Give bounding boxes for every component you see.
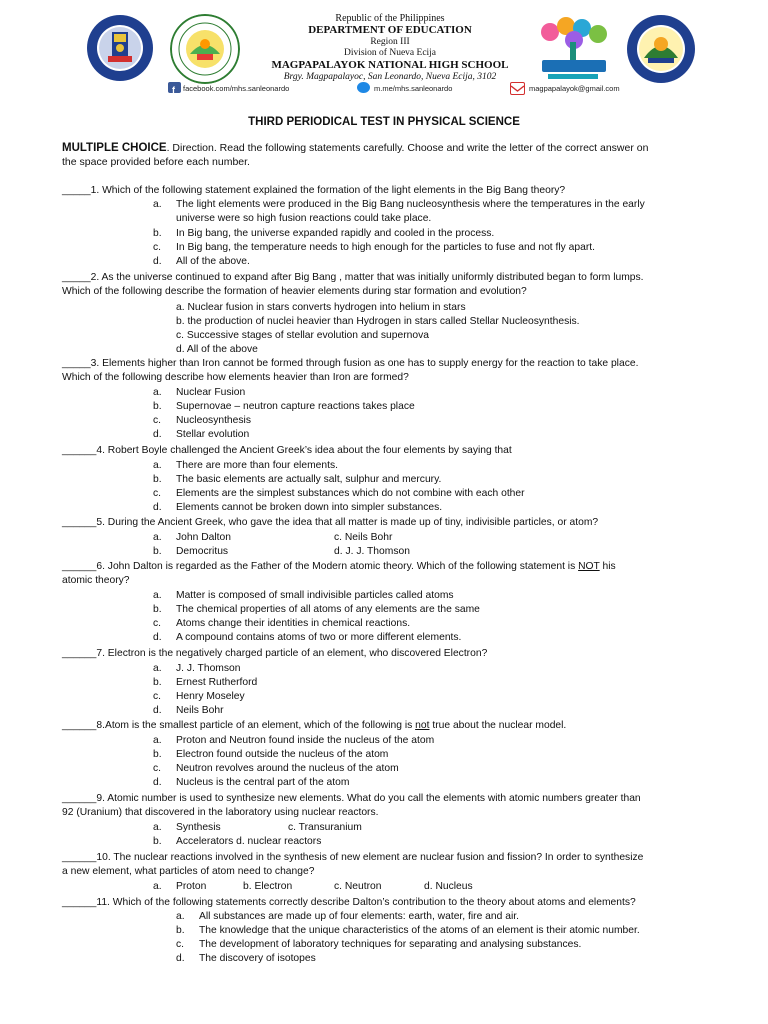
q3-stem-2: Which of the following describe how elements heavier than Iron are formed? xyxy=(62,372,409,383)
q3-c: Nucleosynthesis xyxy=(176,415,251,426)
q1-b: In Big bang, the universe expanded rapidly and cooled in the process. xyxy=(176,228,495,239)
q8-stem-not: not xyxy=(415,720,430,731)
q8-stem xyxy=(62,719,566,732)
q9-stem-2: 92 (Uranium) that discovered in the laboratory using nuclear reactors. xyxy=(62,807,379,818)
q2-stem-1: _____2. As the universe continued to expand after Big Bang , matter that was initially uniformly distributed began to form lumps. xyxy=(62,272,644,283)
q4-d: Elements cannot be broken down into simpler substances. xyxy=(176,502,443,513)
q4-b-letter: b. xyxy=(153,474,162,485)
q1-c: In Big bang, the temperature needs to high enough for the particles to fuse and not fly apart. xyxy=(176,242,596,253)
q4-d-letter: d. xyxy=(153,502,162,513)
q1-a: The light elements were produced in the Big Bang nucleosynthesis where the temperatures in the early xyxy=(176,199,645,210)
q7-a-letter: a. xyxy=(153,663,162,674)
q11-d-letter: d. xyxy=(176,953,185,964)
deped-division-logo xyxy=(170,14,240,84)
q8-a: Proton and Neutron found inside the nucleus of the atom xyxy=(176,735,435,746)
q6-b-letter: b. xyxy=(153,604,162,615)
q8-d: Nucleus is the central part of the atom xyxy=(176,777,350,788)
q5-a: John Dalton xyxy=(176,532,231,543)
email-icon xyxy=(510,82,525,95)
q6-stem-2: atomic theory? xyxy=(62,575,130,586)
q5-c: c. Neils Bohr xyxy=(334,532,393,543)
q10-d: d. Nucleus xyxy=(424,881,473,892)
q1-d: All of the above. xyxy=(176,256,250,267)
header-division: Division of Nueva Ecija xyxy=(343,48,437,58)
q6-stem-not: NOT xyxy=(578,561,600,572)
q5-a-letter: a. xyxy=(153,532,162,543)
messenger-link[interactable]: m.me/mhs.sanleonardo xyxy=(374,84,453,93)
q10-stem-1: ______10. The nuclear reactions involved in the synthesis of new element are nuclear fusion and fission? In order to synthesize xyxy=(62,852,644,863)
q6-a-letter: a. xyxy=(153,590,162,601)
q3-d-letter: d. xyxy=(153,429,162,440)
q2-b: b. the production of nuclei heavier than Hydrogen in stars called Stellar Nucleosynthesis. xyxy=(176,316,580,327)
deped-seal-logo xyxy=(86,14,154,82)
test-title: THIRD PERIODICAL TEST IN PHYSICAL SCIENCE xyxy=(248,116,520,128)
q4-a: There are more than four elements. xyxy=(176,460,338,471)
q6-stem-post: his xyxy=(599,561,616,572)
q1-stem: _____1. Which of the following statement explained the formation of the light elements in the Big Bang theory? xyxy=(62,185,566,196)
q10-b: b. Electron xyxy=(243,881,293,892)
directions-line-2: the space provided before each number. xyxy=(62,156,250,168)
facebook-link[interactable]: facebook.com/mhs.sanleonardo xyxy=(183,84,290,93)
q3-b-letter: b. xyxy=(153,401,162,412)
q6-d-letter: d. xyxy=(153,632,162,643)
header-republic: Republic of the Philippines xyxy=(335,13,445,24)
q11-b-letter: b. xyxy=(176,925,185,936)
q7-c: Henry Moseley xyxy=(176,691,245,702)
header-address: Brgy. Magpapalayoc, San Leonardo, Nueva Ecija, 3102 xyxy=(283,72,497,82)
q10-a: Proton xyxy=(176,881,207,892)
mnhs-seal-logo xyxy=(626,14,696,84)
q3-b: Supernovae – neutron capture reactions takes place xyxy=(176,401,415,412)
directions-line-1 xyxy=(62,142,648,155)
header-region: Region III xyxy=(370,37,410,47)
q9-b: Accelerators d. nuclear reactors xyxy=(176,836,322,847)
q10-a-letter: a. xyxy=(153,881,162,892)
q8-c: Neutron revolves around the nucleus of the atom xyxy=(176,763,399,774)
q7-stem: ______7. Electron is the negatively charged particle of an element, who discovered Electron? xyxy=(62,648,488,659)
q6-b: The chemical properties of all atoms of any elements are the same xyxy=(176,604,480,615)
q5-stem: ______5. During the Ancient Greek, who gave the idea that all matter is made up of tiny, indivisible particles, or atom? xyxy=(62,517,599,528)
q3-d: Stellar evolution xyxy=(176,429,250,440)
messenger-icon xyxy=(357,82,370,93)
q6-stem-1 xyxy=(62,560,616,573)
q1-d-letter: d. xyxy=(153,256,162,267)
q6-c-letter: c. xyxy=(153,618,162,629)
q9-b-letter: b. xyxy=(153,836,162,847)
q7-c-letter: c. xyxy=(153,691,162,702)
q4-c: Elements are the simplest substances which do not combine with each other xyxy=(176,488,525,499)
q6-stem-pre: ______6. John Dalton is regarded as the Father of the Modern atomic theory. Which of the following statement is xyxy=(62,561,579,572)
q11-stem: ______11. Which of the following statements correctly describe Dalton’s contribution to the theory about atoms and elements? xyxy=(62,897,636,908)
q3-a: Nuclear Fusion xyxy=(176,387,246,398)
q8-c-letter: c. xyxy=(153,763,162,774)
q11-c: The development of laboratory techniques for separating and analysing substances. xyxy=(199,939,582,950)
q6-a: Matter is composed of small indivisible particles called atoms xyxy=(176,590,454,601)
svg-text:f: f xyxy=(172,85,175,95)
q9-c: c. Transuranium xyxy=(288,822,362,833)
q5-b-letter: b. xyxy=(153,546,162,557)
q8-stem-post: true about the nuclear model. xyxy=(429,720,567,731)
q7-a: J. J. Thomson xyxy=(176,663,241,674)
q11-a: All substances are made up of four elements: earth, water, fire and air. xyxy=(199,911,519,922)
q11-b: The knowledge that the unique characteristics of the atoms of an element is their atomic number. xyxy=(199,925,640,936)
q9-a: Synthesis xyxy=(176,822,221,833)
q3-c-letter: c. xyxy=(153,415,162,426)
q7-b: Ernest Rutherford xyxy=(176,677,258,688)
email-link[interactable]: magpapalayok@gmail.com xyxy=(529,84,620,93)
q8-a-letter: a. xyxy=(153,735,162,746)
q2-stem-2: Which of the following describe the formation of heavier elements during star formation and evolution? xyxy=(62,286,527,297)
header-department: DEPARTMENT OF EDUCATION xyxy=(308,24,472,36)
q5-b: Democritus xyxy=(176,546,229,557)
q7-b-letter: b. xyxy=(153,677,162,688)
q1-a-letter: a. xyxy=(153,199,162,210)
q11-a-letter: a. xyxy=(176,911,185,922)
q4-a-letter: a. xyxy=(153,460,162,471)
q1-b-letter: b. xyxy=(153,228,162,239)
q3-stem-1: _____3. Elements higher than Iron cannot be formed through fusion as one has to supply energy for the reaction to take place. xyxy=(62,358,639,369)
facebook-icon xyxy=(168,82,181,93)
q7-d-letter: d. xyxy=(153,705,162,716)
q9-a-letter: a. xyxy=(153,822,162,833)
q4-c-letter: c. xyxy=(153,488,162,499)
q10-stem-2: a new element, what particles of atom need to change? xyxy=(62,866,315,877)
q10-c: c. Neutron xyxy=(334,881,382,892)
q3-a-letter: a. xyxy=(153,387,162,398)
q4-stem: ______4. Robert Boyle challenged the Ancient Greek’s idea about the four elements by saying that xyxy=(62,445,512,456)
q4-b: The basic elements are actually salt, sulphur and mercury. xyxy=(176,474,442,485)
q6-d: A compound contains atoms of two or more different elements. xyxy=(176,632,462,643)
q2-d: d. All of the above xyxy=(176,344,258,355)
q6-c: Atoms change their identities in chemical reactions. xyxy=(176,618,411,629)
q11-d: The discovery of isotopes xyxy=(199,953,316,964)
q2-a: a. Nuclear fusion in stars converts hydrogen into helium in stars xyxy=(176,302,466,313)
q8-b-letter: b. xyxy=(153,749,162,760)
greater-heights-logo xyxy=(528,14,618,84)
q8-d-letter: d. xyxy=(153,777,162,788)
q8-b: Electron found outside the nucleus of the atom xyxy=(176,749,389,760)
q11-c-letter: c. xyxy=(176,939,185,950)
header-school: MAGPAPALAYOK NATIONAL HIGH SCHOOL xyxy=(271,59,509,71)
directions-text: . Direction. Read the following statements carefully. Choose and write the letter of the correct answer on xyxy=(166,142,649,154)
q5-d: d. J. J. Thomson xyxy=(334,546,410,557)
q8-stem-pre: ______8.Atom is the smallest particle of an element, which of the following is xyxy=(62,720,416,731)
q2-c: c. Successive stages of stellar evolution and supernova xyxy=(176,330,429,341)
q9-stem-1: ______9. Atomic number is used to synthesize new elements. What do you call the elements with atomic numbers greater than xyxy=(62,793,641,804)
q7-d: Neils Bohr xyxy=(176,705,224,716)
directions-label: MULTIPLE CHOICE xyxy=(62,142,167,154)
q1-c-letter: c. xyxy=(153,242,162,253)
q1-a-cont: universe were so high fusion reactions could take place. xyxy=(176,213,432,224)
